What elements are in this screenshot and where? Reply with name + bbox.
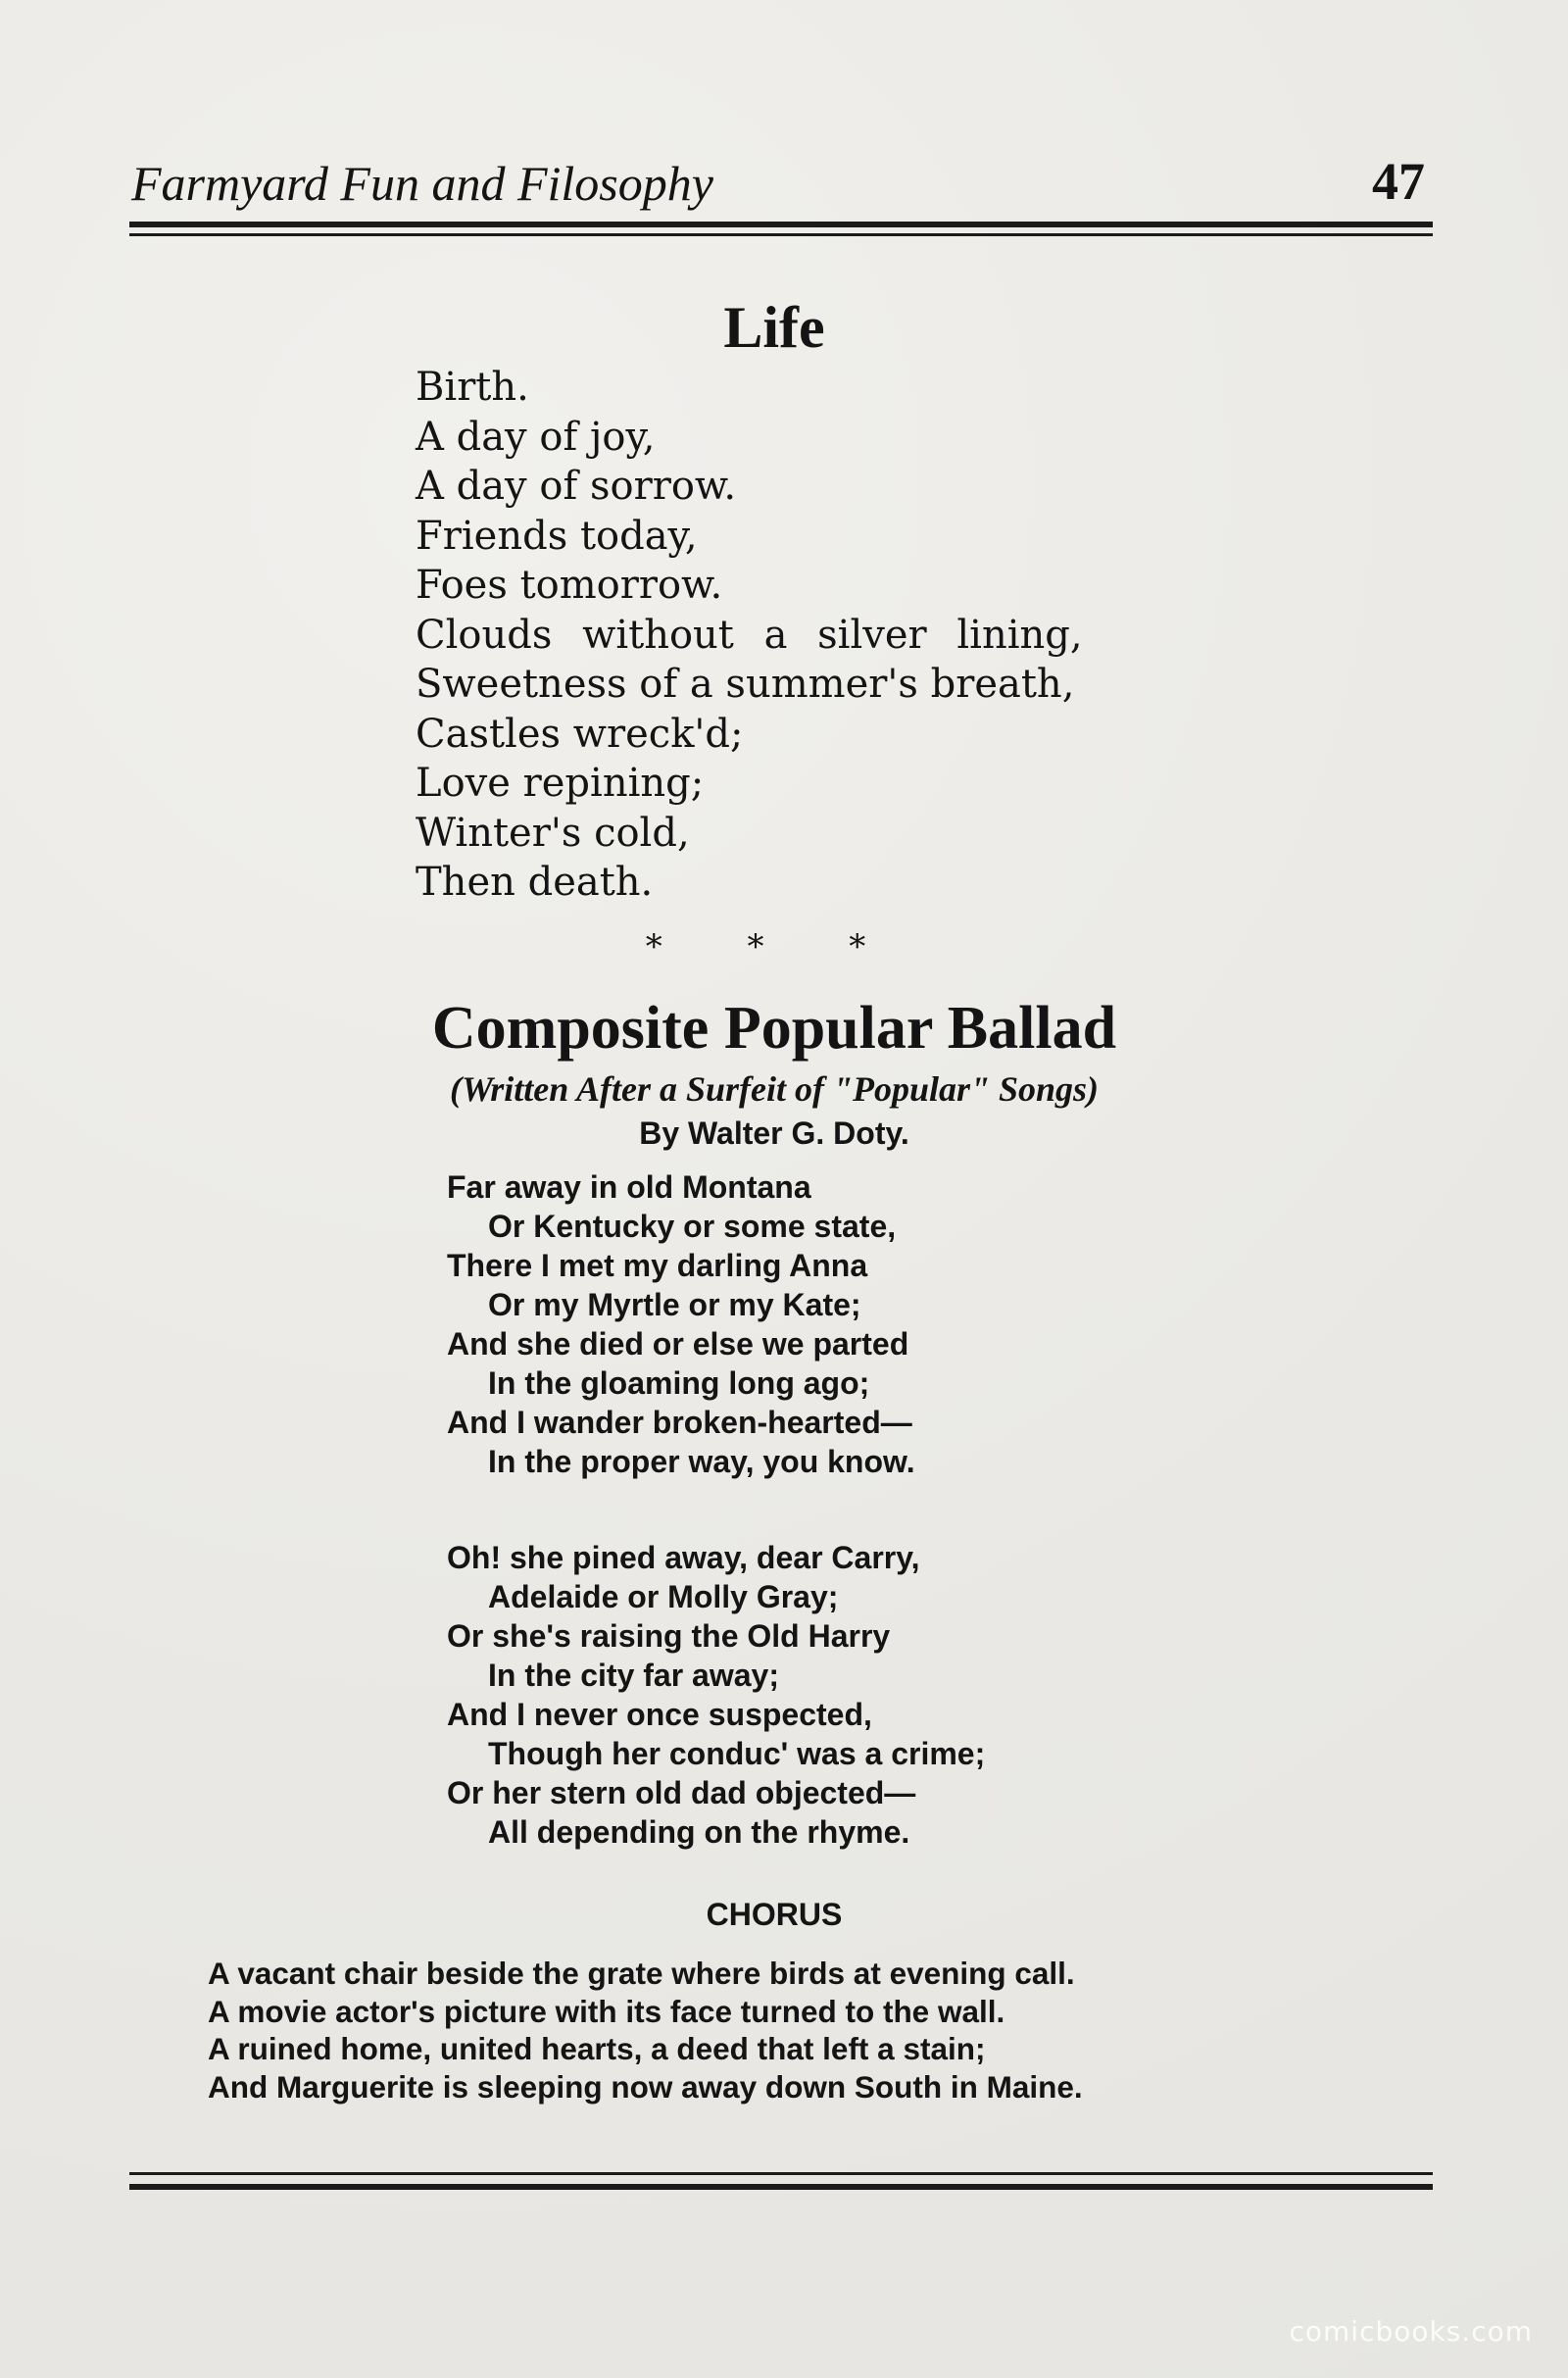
stanza-line: Or Kentucky or some state, bbox=[488, 1209, 897, 1244]
running-title: Farmyard Fun and Filosophy bbox=[131, 156, 713, 211]
stanza-line: In the gloaming long ago; bbox=[488, 1365, 870, 1401]
stanza-line: In the proper way, you know. bbox=[488, 1444, 915, 1479]
poem-life-line: A day of sorrow. bbox=[416, 464, 737, 509]
chorus-heading: CHORUS bbox=[706, 1897, 843, 1932]
poem-life-line: Then death. bbox=[416, 860, 654, 905]
poem-life-line: Sweetness of a summer's breath, bbox=[416, 662, 1075, 707]
stanza-line: And I never once suspected, bbox=[447, 1697, 872, 1732]
stanza-line: Or she's raising the Old Harry bbox=[447, 1618, 891, 1654]
poem-life-line: Love repining; bbox=[416, 761, 705, 806]
stanza-line: And I wander broken-hearted— bbox=[447, 1405, 912, 1440]
poem-ballad-title: Composite Popular Ballad bbox=[431, 995, 1117, 1062]
footer-rule-bottom bbox=[129, 2184, 1433, 2190]
watermark: comicbooks.com bbox=[1289, 2315, 1533, 2348]
stanza-line: Far away in old Montana bbox=[447, 1169, 811, 1205]
stanza-line: And she died or else we parted bbox=[447, 1326, 909, 1362]
poem-ballad-byline: By Walter G. Doty. bbox=[639, 1115, 909, 1151]
stanza-line: Adelaide or Molly Gray; bbox=[488, 1579, 839, 1614]
section-ornament: * * * bbox=[645, 927, 904, 966]
header-rule-bottom bbox=[129, 233, 1433, 236]
poem-life-line: Clouds without a silver lining, bbox=[416, 612, 1083, 658]
poem-life-line: Friends today, bbox=[416, 513, 698, 559]
poem-life-line: Birth. bbox=[416, 365, 529, 410]
poem-life-line: A day of joy, bbox=[416, 414, 656, 460]
chorus-line: And Marguerite is sleeping now away down South in Maine. bbox=[208, 2068, 1083, 2105]
stanza-line: In the city far away; bbox=[488, 1658, 779, 1693]
poem-life-lines bbox=[416, 363, 1083, 908]
stanza-line: Though her conduc' was a crime; bbox=[488, 1736, 986, 1771]
page-number: 47 bbox=[1372, 152, 1425, 211]
chorus-lines bbox=[208, 1955, 1083, 2106]
poem-ballad-subtitle: (Written After a Surfeit of "Popular" Songs) bbox=[449, 1069, 1100, 1109]
poem-life-title: Life bbox=[723, 295, 825, 360]
header-rule-top bbox=[129, 222, 1433, 227]
stanza-line: Or her stern old dad objected— bbox=[447, 1775, 916, 1810]
stanza-line: Or my Myrtle or my Kate; bbox=[488, 1287, 861, 1322]
footer-rule-top bbox=[129, 2172, 1433, 2175]
chorus-line: A vacant chair beside the grate where birds at evening call. bbox=[208, 1956, 1075, 1991]
stanza-line: Oh! she pined away, dear Carry, bbox=[447, 1540, 920, 1575]
poem-life-line: Foes tomorrow. bbox=[416, 563, 723, 608]
ballad-stanza-2 bbox=[447, 1538, 985, 1852]
poem-life-line: Castles wreck'd; bbox=[416, 711, 744, 757]
poem-life-line: Winter's cold, bbox=[416, 810, 690, 856]
chorus-line: A movie actor's picture with its face turned to the wall. bbox=[208, 1993, 1005, 2029]
ballad-stanza-1 bbox=[447, 1167, 915, 1481]
chorus-line: A ruined home, united hearts, a deed that left a stain; bbox=[208, 2031, 986, 2067]
stanza-line: There I met my darling Anna bbox=[447, 1248, 868, 1283]
stanza-line: All depending on the rhyme. bbox=[488, 1814, 910, 1850]
